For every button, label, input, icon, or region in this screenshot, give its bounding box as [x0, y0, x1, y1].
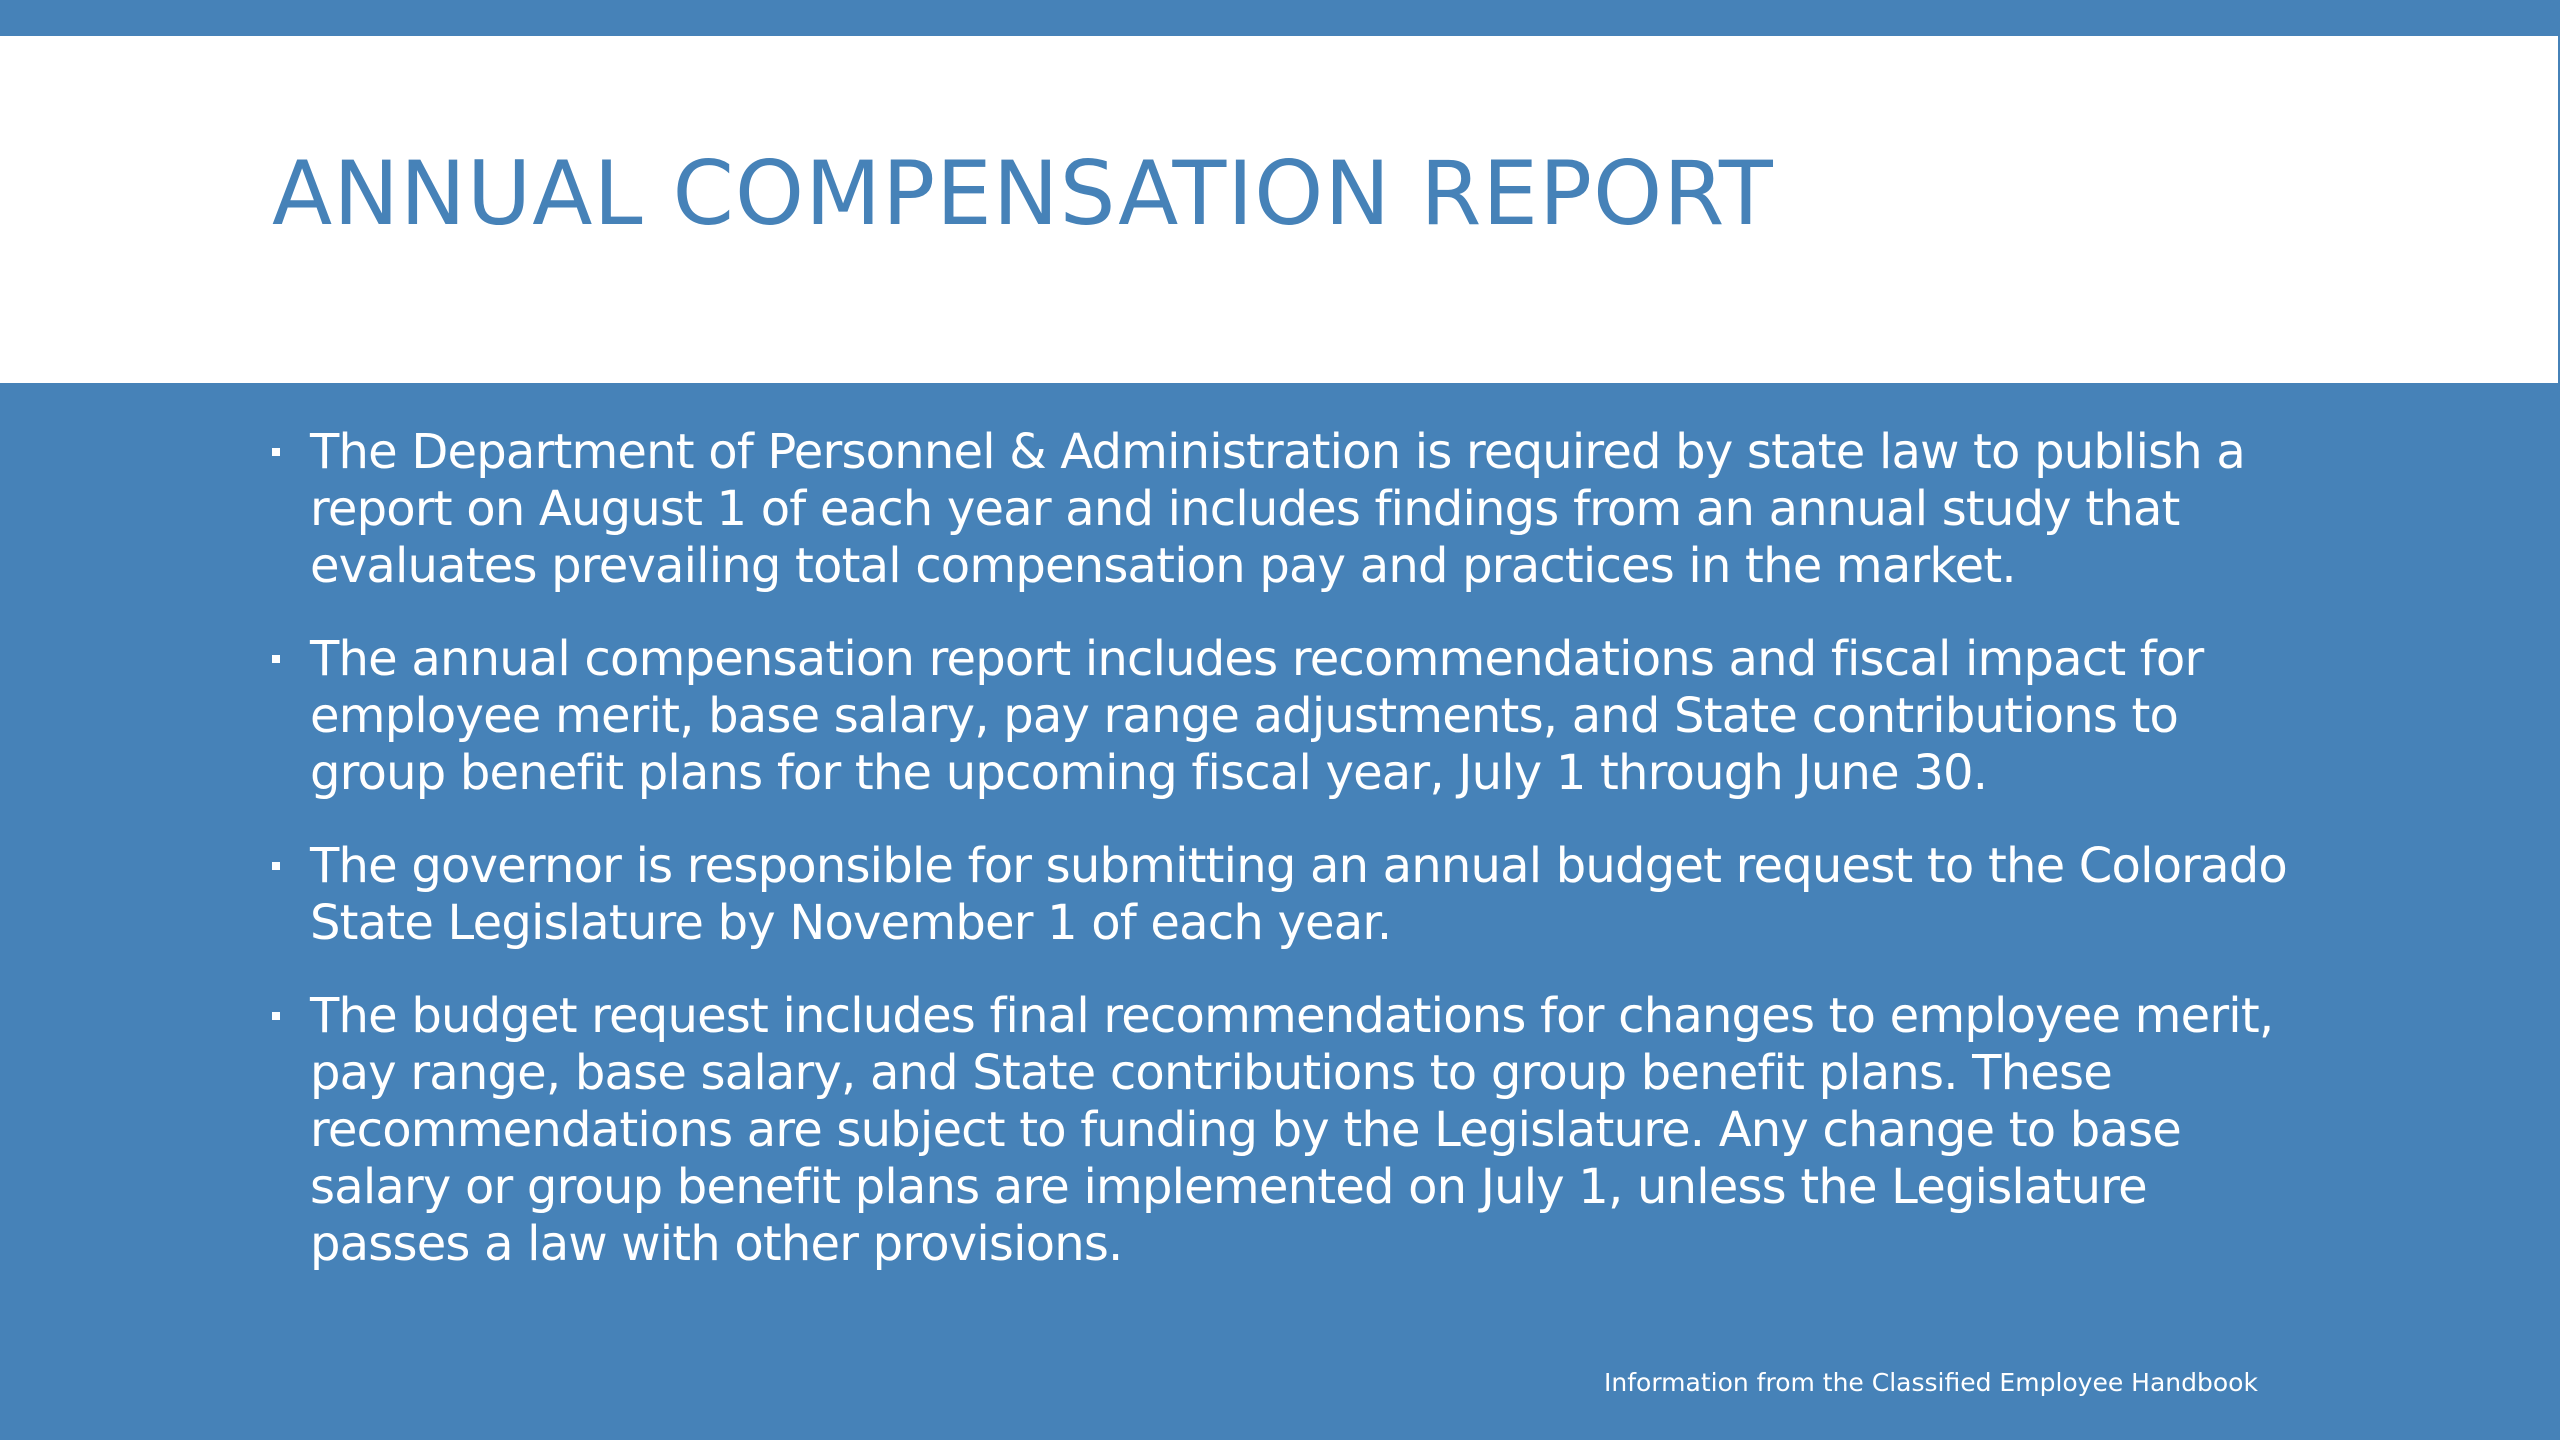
bullet-square-icon — [272, 862, 280, 870]
bullet-item — [272, 988, 2292, 1273]
slide-title: ANNUAL COMPENSATION REPORT — [272, 142, 1774, 245]
bullet-text: The budget request includes final recommendations for changes to employee merit, pay range, base salary, and State contributions to group benefit plans. These recommendations are subject to funding by the Legislature. Any change to base salary or group benefit plans are implemented on July 1, unless the Legislature passes a law with other provisions. — [310, 988, 2274, 1272]
bullet-square-icon — [272, 1012, 280, 1020]
top-accent-bar — [0, 0, 2560, 36]
bullet-square-icon — [272, 448, 280, 456]
bullet-item — [272, 424, 2292, 595]
bullet-item — [272, 631, 2292, 802]
bullet-list — [272, 424, 2292, 1309]
bullet-text: The governor is responsible for submitting an annual budget request to the Colorado State Legislature by November 1 of each year. — [310, 838, 2287, 951]
bullet-text: The annual compensation report includes recommendations and fiscal impact for employee merit, base salary, pay range adjustments, and State contributions to group benefit plans for the upcoming fiscal year, July 1 through June 30. — [310, 631, 2204, 801]
bullet-square-icon — [272, 655, 280, 663]
bullet-item — [272, 838, 2292, 952]
footer-source-note: Information from the Classified Employee Handbook — [1604, 1368, 2258, 1397]
bullet-text: The Department of Personnel & Administration is required by state law to publish a report on August 1 of each year and includes findings from an annual study that evaluates prevailing total compensation pay and practices in the market. — [310, 424, 2246, 594]
